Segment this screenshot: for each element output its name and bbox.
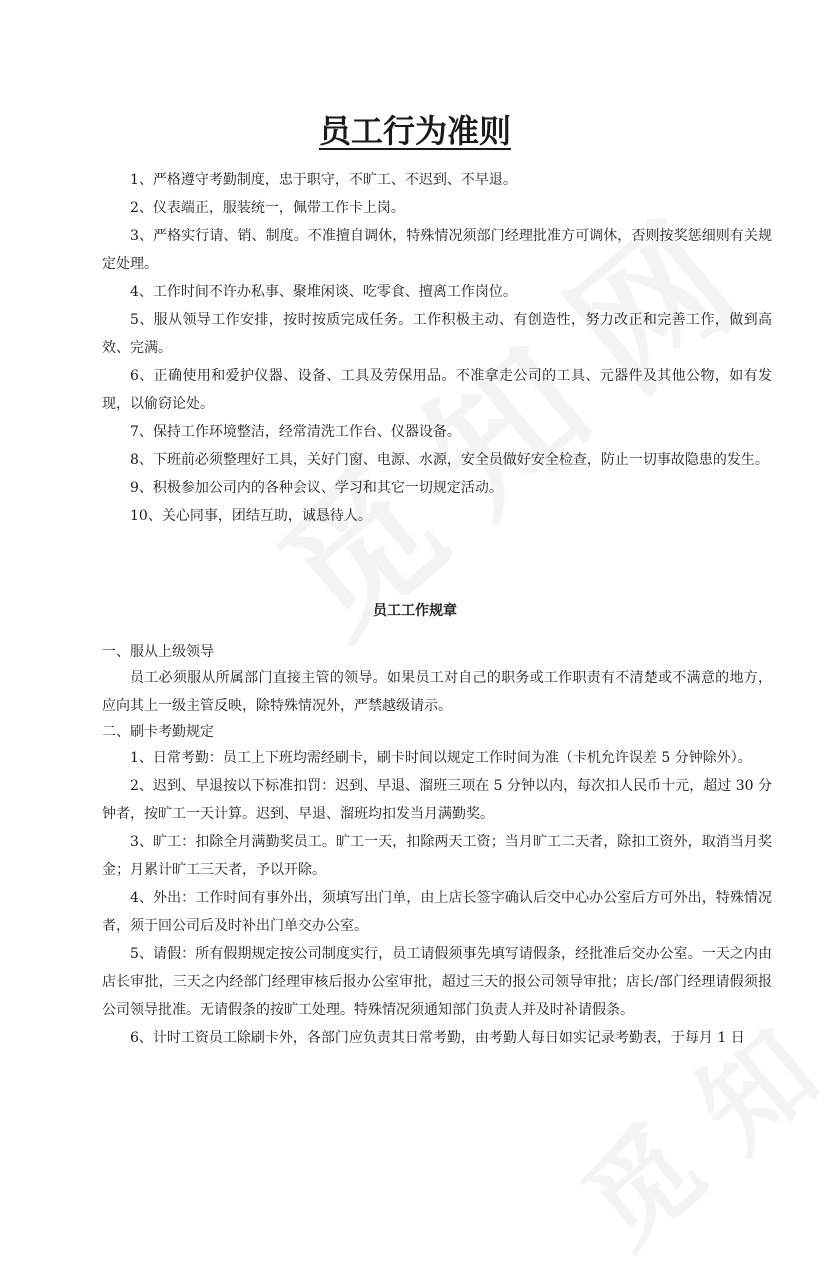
rule-item: 2、仪表端正，服装统一，佩带工作卡上岗。 [130, 200, 405, 216]
rule-item: 7、保持工作环境整洁，经常清洗工作台、仪器设备。 [130, 424, 461, 440]
regulation-item: 5、请假：所有假期规定按公司制度实行，员工请假须事先填写请假条，经批准后交办公室。一天之内由店长审批，三天之内经部门经理审核后报办公室审批，超过三天的报公司领导审批；店长/部门经理请假须报公司领导批准。无请假条的按旷工处理。特殊情况须通知部门负责人并及时补请假条。 [102, 946, 772, 1018]
rule-item: 1、严格遵守考勤制度，忠于职守，不旷工、不迟到、不早退。 [130, 172, 517, 188]
regulation-item: 6、计时工资员工除刷卡外，各部门应负责其日常考勤，由考勤人每日如实记录考勤表，于每月 1 日 [130, 1030, 745, 1046]
work-regulations-body [102, 640, 772, 1052]
rule-item: 5、服从领导工作安排，按时按质完成任务。工作积极主动、有创造性，努力改正和完善工作，做到高效、完满。 [102, 312, 772, 356]
work-regulations-title: 员工工作规章 [373, 602, 457, 619]
section-heading: 二、刷卡考勤规定 [102, 724, 214, 740]
document-title-text: 员工行为准则 [318, 112, 511, 151]
regulation-item: 1、日常考勤：员工上下班均需经刷卡，刷卡时间以规定工作时间为准（卡机允许误差 5 分钟除外）。 [130, 750, 752, 766]
code-of-conduct-list [102, 166, 772, 530]
rule-item: 3、严格实行请、销、制度。不准擅自调休，特殊情况须部门经理批准方可调休，否则按奖惩细则有关规定处理。 [102, 228, 772, 272]
rule-item: 10、关心同事，团结互助，诚恳待人。 [130, 508, 372, 524]
regulation-item: 2、迟到、早退按以下标准扣罚：迟到、早退、溜班三项在 5 分钟以内，每次扣人民币十元，超过 30 分钟者，按旷工一天计算。迟到、早退、溜班均扣发当月满勤奖。 [102, 778, 772, 822]
document-title [0, 107, 830, 155]
regulation-item: 4、外出：工作时间有事外出，须填写出门单，由上店长签字确认后交中心办公室后方可外出，特殊情况者，须于回公司后及时补出门单交办公室。 [102, 890, 772, 934]
regulation-item: 3、旷工：扣除全月满勤奖员工。旷工一天，扣除两天工资；当月旷工二天者，除扣工资外，取消当月奖金；月累计旷工三天者，予以开除。 [102, 834, 772, 878]
section-heading: 一、服从上级领导 [102, 644, 214, 660]
section-paragraph: 员工必须服从所属部门直接主管的领导。如果员工对自己的职务或工作职责有不清楚或不满意的地方，应向其上一级主管反映，除特殊情况外，严禁越级请示。 [102, 670, 772, 714]
rule-item: 6、正确使用和爱护仪器、设备、工具及劳保用品。不准拿走公司的工具、元器件及其他公物，如有发现，以偷窃论处。 [102, 368, 772, 412]
rule-item: 4、工作时间不许办私事、聚堆闲谈、吃零食、擅离工作岗位。 [130, 284, 517, 300]
rule-item: 9、积极参加公司内的各种会议、学习和其它一切规定活动。 [130, 480, 503, 496]
rule-item: 8、下班前必须整理好工具，关好门窗、电源、水源，安全员做好安全检查，防止一切事故隐患的发生。 [130, 452, 769, 468]
